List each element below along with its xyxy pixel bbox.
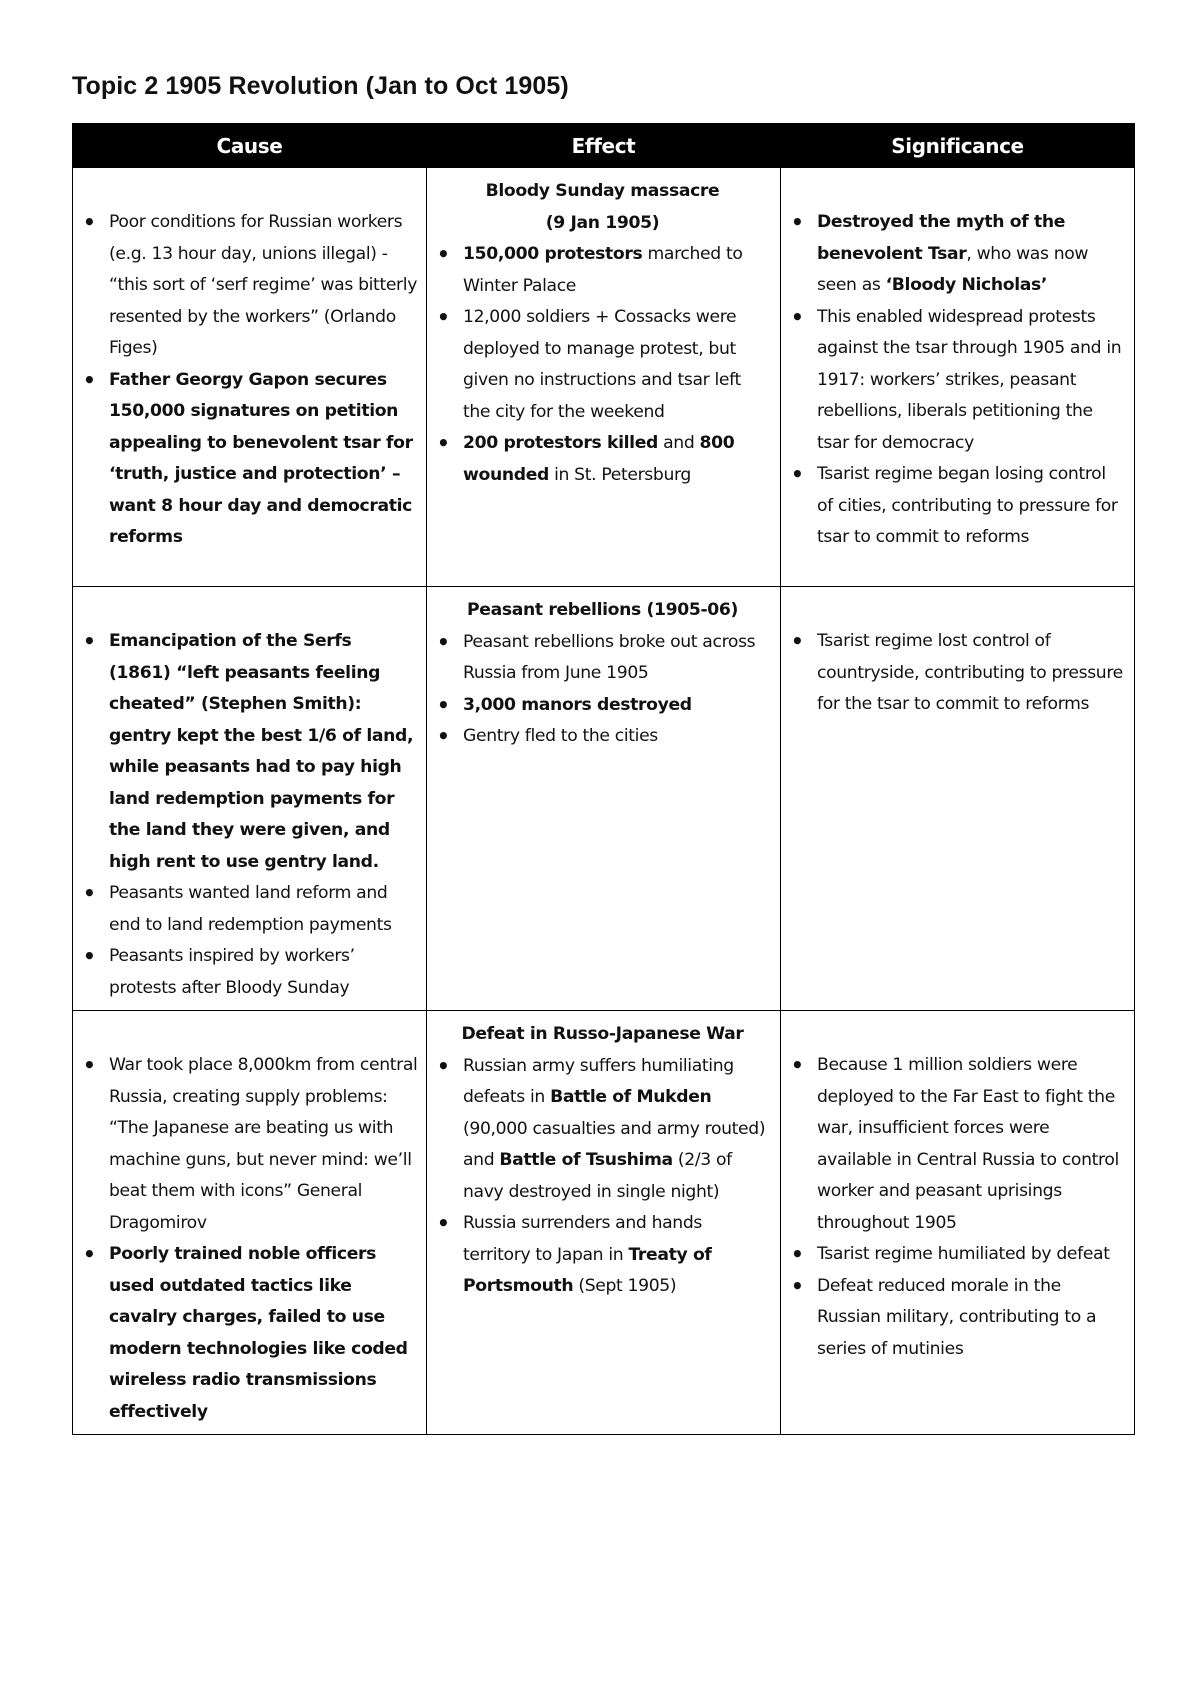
bold-text: Destroyed the myth of the benevolent Tsar: [817, 212, 1066, 264]
text: , who was now seen as: [817, 243, 1089, 295]
significance-cell: [781, 1011, 1135, 1435]
text: Peasant rebellions broke out across Russia from June 1905: [463, 631, 756, 683]
bold-text: 150,000 protestors: [463, 244, 643, 264]
list-item: [79, 1050, 418, 1239]
text: (90,000 casualties and army routed) and: [463, 1118, 766, 1170]
text: Russian army suffers humiliating defeats in: [463, 1055, 734, 1107]
list-item: [433, 721, 772, 753]
list-item: [79, 1239, 418, 1428]
column-header-effect: Effect: [427, 124, 781, 168]
effect-heading: [433, 1019, 772, 1051]
bold-text: Poorly trained noble officers used outdated tactics like cavalry charges, failed to use modern technologies like coded wireless radio transmissions effectively: [109, 1244, 408, 1422]
list-item: [433, 239, 772, 302]
effect-heading-line: (9 Jan 1905): [545, 212, 660, 233]
list-item: [79, 878, 418, 941]
list-item: [787, 207, 1126, 302]
bullet-list: [433, 1051, 772, 1303]
table-row: [73, 587, 1135, 1011]
list-item: [79, 207, 418, 365]
bullet-list: [79, 1019, 418, 1428]
text: marched to Winter Palace: [463, 244, 743, 296]
list-item: [433, 1051, 772, 1209]
bullet-list: [433, 627, 772, 753]
bullet-list: [79, 595, 418, 1004]
cause-effect-table: [72, 123, 1135, 1435]
list-item: [433, 690, 772, 722]
effect-cell: [427, 168, 781, 587]
list-item: [79, 365, 418, 554]
list-item: [787, 302, 1126, 460]
bullet-list: [79, 176, 418, 554]
text: 12,000 soldiers + Cossacks were deployed to manage protest, but given no instructions and tsar left the city for the weekend: [463, 307, 741, 422]
bold-text: 3,000 manors destroyed: [463, 694, 692, 715]
bullet-list: [787, 176, 1126, 554]
text: Peasants wanted land reform and end to land redemption payments: [109, 883, 392, 935]
bold-text: Battle of Mukden: [550, 1087, 712, 1107]
bullet-list: [787, 1019, 1126, 1365]
bold-text: ‘Bloody Nicholas’: [885, 275, 1048, 295]
list-item: [787, 1271, 1126, 1366]
list-item: [787, 459, 1126, 554]
list-item: [433, 627, 772, 690]
text: (Sept 1905): [573, 1276, 677, 1296]
effect-heading-line: Peasant rebellions (1905-06): [467, 600, 738, 620]
text: Defeat reduced morale in the Russian military, contributing to a series of mutinies: [817, 1275, 1097, 1359]
list-item: [79, 941, 418, 1004]
text: Tsarist regime began losing control of cities, contributing to pressure for tsar to commit to reforms: [817, 464, 1118, 547]
bullet-list: [787, 595, 1126, 721]
effect-cell: [427, 1011, 781, 1435]
significance-cell: [781, 168, 1135, 587]
page-title: Topic 2 1905 Revolution (Jan to Oct 1905): [72, 72, 569, 100]
bold-text: Treaty of Portsmouth: [463, 1244, 712, 1296]
effect-heading-line: Defeat in Russo-Japanese War: [461, 1024, 744, 1044]
cause-cell: [73, 168, 427, 587]
text: Gentry fled to the cities: [463, 726, 658, 746]
list-item: [433, 1208, 772, 1303]
text: in St. Petersburg: [548, 464, 691, 485]
table-row: [73, 168, 1135, 587]
table-header-row: [73, 124, 1135, 168]
text: Because 1 million soldiers were deployed to the Far East to fight the war, insufficient forces were available in Central Russia to control worker and peasant uprisings throughout 1905: [817, 1055, 1119, 1233]
bold-text: Emancipation of the Serfs (1861) “left peasants feeling cheated” (Stephen Smith): gentry kept the best 1/6 of land, while peasants had to pay high land redemption payments for the land they were given, and high rent to use gentry land.: [109, 631, 414, 872]
bold-text: Battle of Tsushima: [499, 1150, 673, 1170]
column-header-significance: Significance: [781, 124, 1135, 168]
text: Tsarist regime humiliated by defeat: [817, 1244, 1110, 1264]
list-item: [79, 626, 418, 878]
text: Tsarist regime lost control of countryside, contributing to pressure for the tsar to commit to reforms: [817, 631, 1123, 714]
effect-heading: [433, 595, 772, 627]
list-item: [787, 1050, 1126, 1239]
effect-cell: [427, 587, 781, 1011]
bold-text: 200 protestors killed: [463, 433, 658, 453]
column-header-cause: Cause: [73, 124, 427, 168]
bold-text: 800 wounded: [463, 433, 735, 485]
bullet-list: [433, 239, 772, 491]
list-item: [433, 302, 772, 428]
cause-cell: [73, 1011, 427, 1435]
cause-cell: [73, 587, 427, 1011]
list-item: [787, 1239, 1126, 1271]
effect-heading: [433, 176, 772, 239]
table-row: [73, 1011, 1135, 1435]
effect-heading-line: Bloody Sunday massacre: [485, 181, 720, 201]
text: and: [657, 433, 700, 453]
significance-cell: [781, 587, 1135, 1011]
text: (2/3 of navy destroyed in single night): [463, 1150, 732, 1202]
text: War took place 8,000km from central Russia, creating supply problems: “The Japanese are beating us with machine guns, but never mind: we’ll beat them with icons” General Dragomirov: [109, 1055, 418, 1233]
list-item: [433, 428, 772, 491]
text: Russia surrenders and hands territory to Japan in: [463, 1213, 703, 1265]
text: This enabled widespread protests against the tsar through 1905 and in 1917: workers’ strikes, peasant rebellions, liberals petitioning the tsar for democracy: [817, 306, 1122, 453]
text: Poor conditions for Russian workers (e.g. 13 hour day, unions illegal) - “this sort of ‘serf regime’ was bitterly resented by the workers” (Orlando Figes): [109, 212, 418, 358]
bold-text: Father Georgy Gapon secures 150,000 signatures on petition appealing to benevolent tsar for ‘truth, justice and protection’ – want 8 hour day and democratic reforms: [109, 369, 413, 547]
text: Peasants inspired by workers’ protests after Bloody Sunday: [109, 946, 355, 998]
list-item: [787, 626, 1126, 721]
